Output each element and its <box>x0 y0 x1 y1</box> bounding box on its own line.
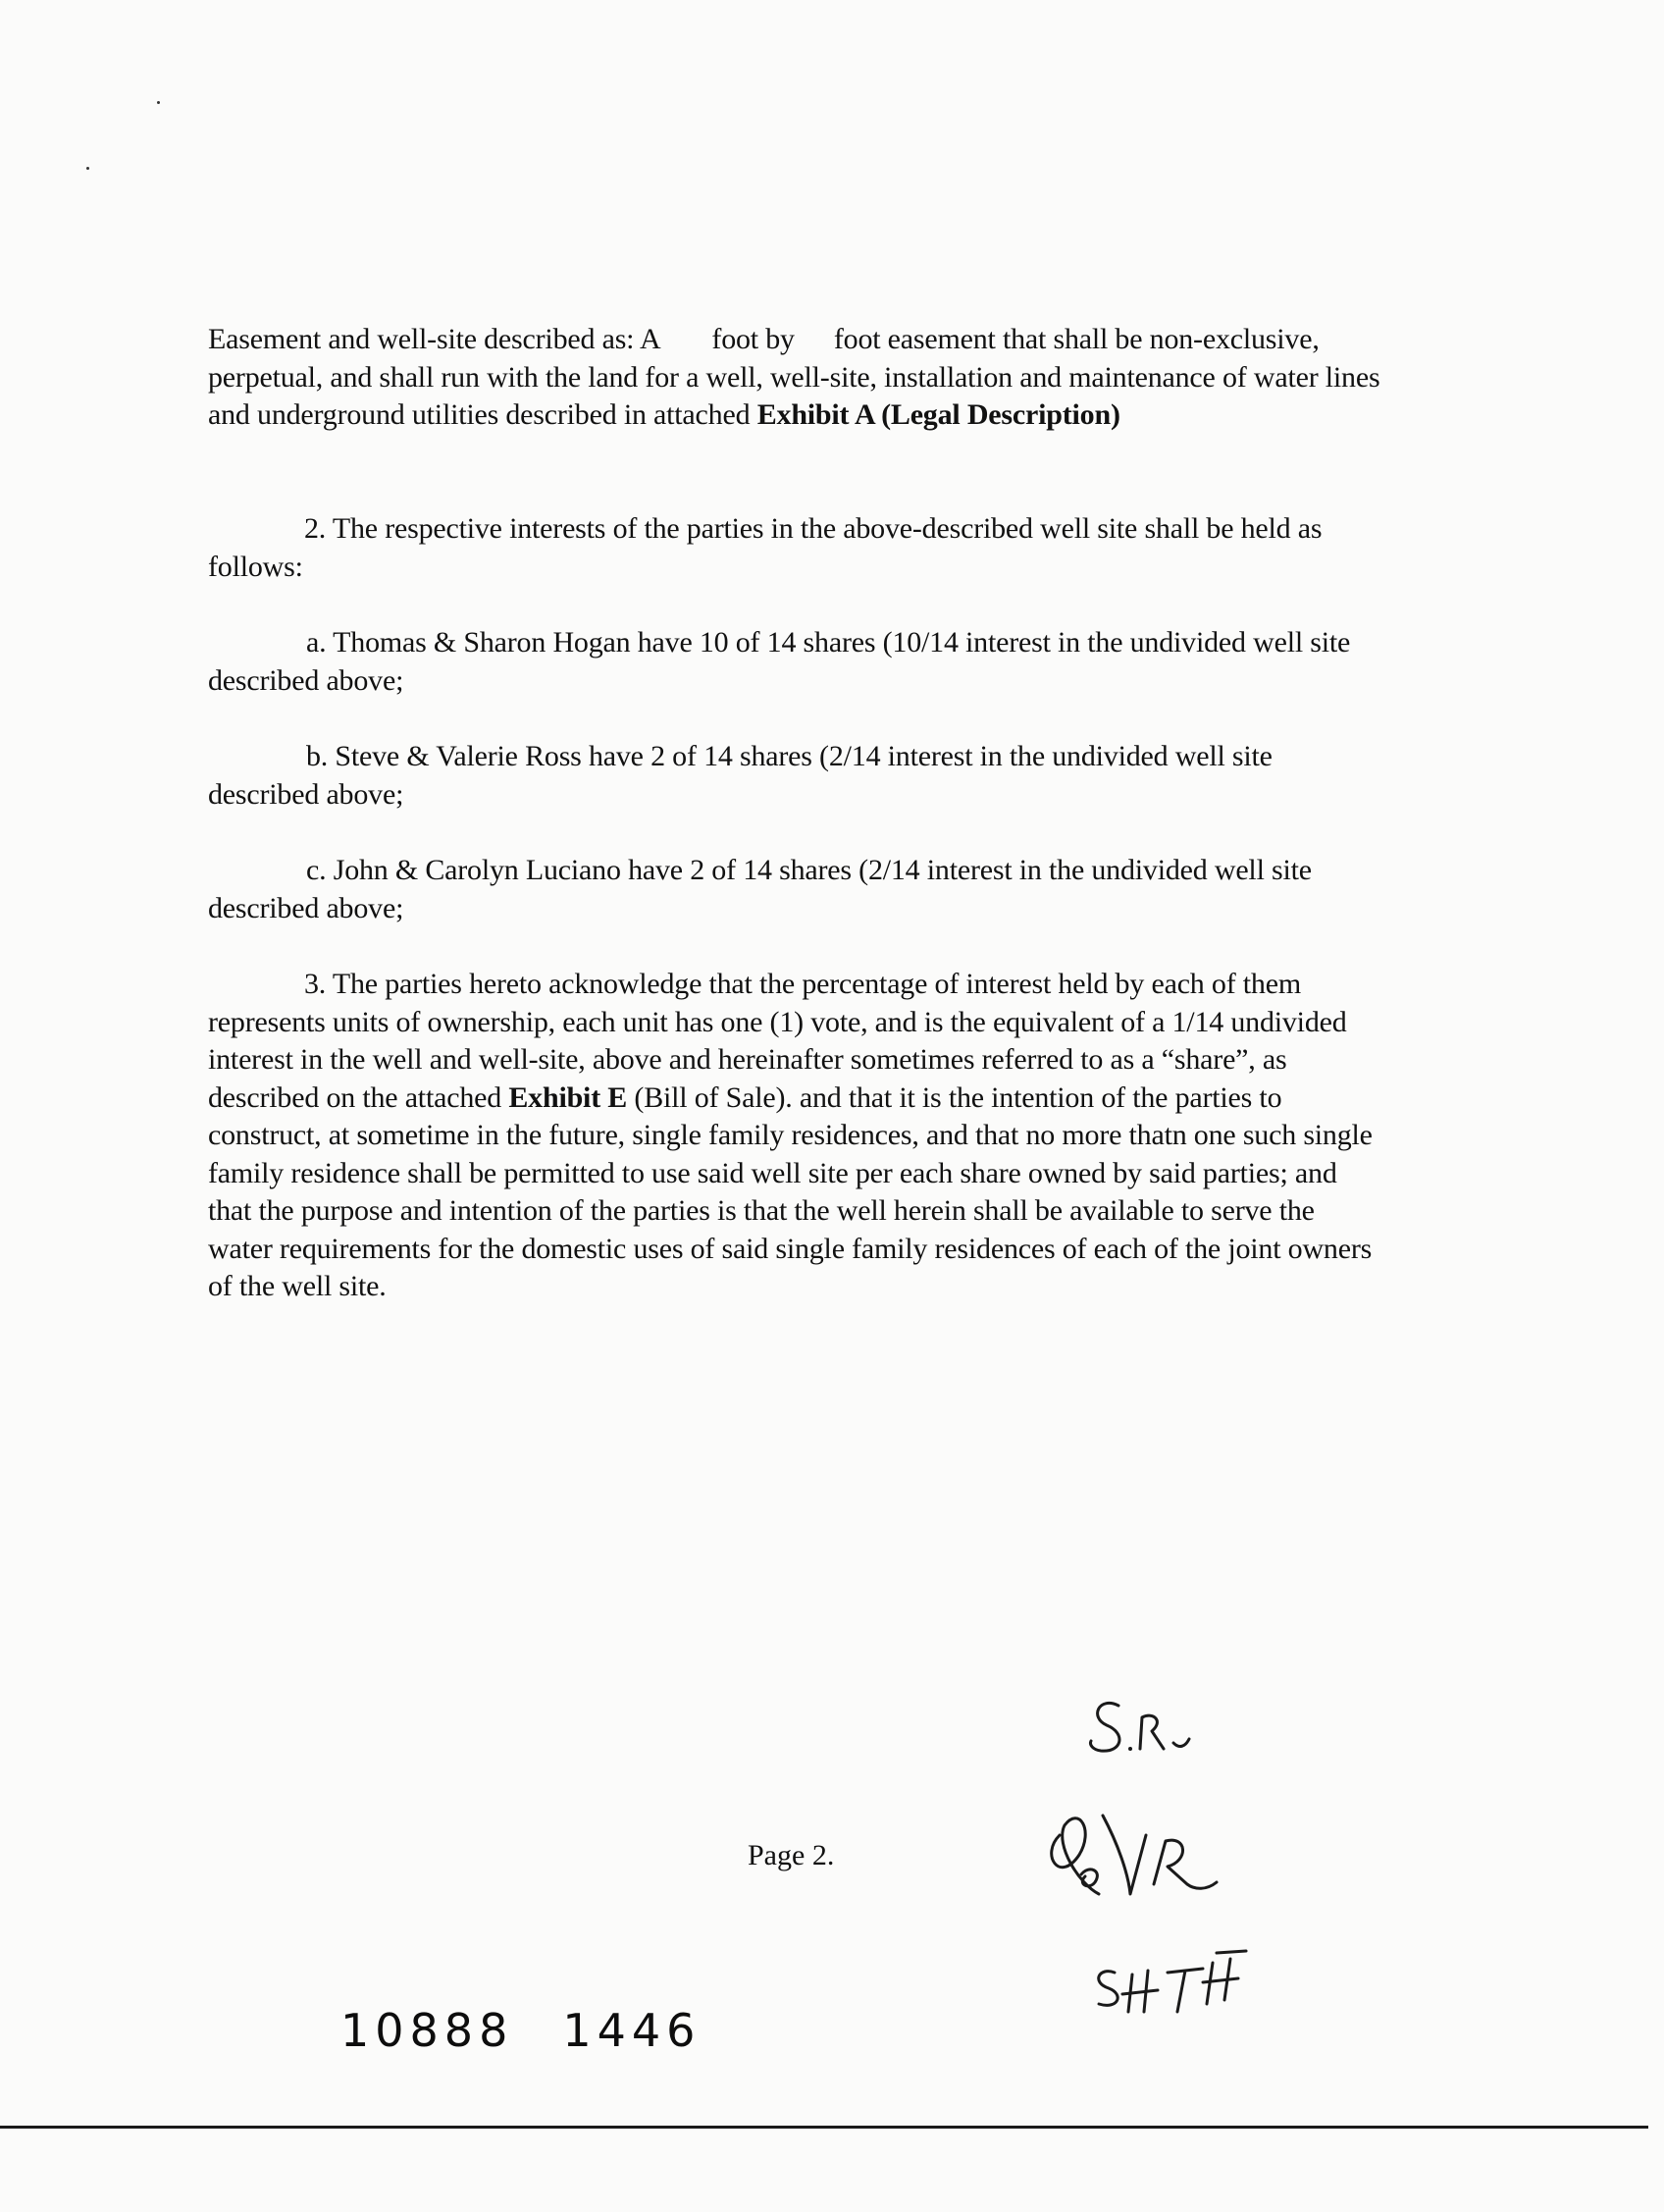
recording-page: 1446 <box>562 2004 702 2057</box>
interest-item-c-text: c. John & Carolyn Luciano have 2 of 14 shares (2/14 interest in the undivided well site described above; <box>208 854 1312 924</box>
initial-vr-v-stroke <box>1103 1816 1146 1894</box>
easement-text-1: Easement and well-site described as: A <box>208 323 661 355</box>
interest-item-b <box>208 738 1385 814</box>
initial-sr-tail <box>1173 1739 1189 1746</box>
recording-book: 10888 <box>340 2004 514 2057</box>
acknowledgement-text-2: (Bill of Sale). and that it is the intention of the parties to construct, at sometime in the future, single family residences, and that no more thatn one such single family residence shall be permitted to use said well site per each share owned by said parties; and that the purpose and intention of the parties is that the well herein shall be available to serve the water requirements for the domestic uses of said single family residences of each of the joint owners of the well site. <box>208 1080 1373 1302</box>
initial-shth-t-stroke <box>1168 1969 1203 2012</box>
exhibit-a-reference: Exhibit A (Legal Description) <box>756 398 1120 431</box>
interest-item-a <box>208 624 1385 700</box>
page-number: Page 2. <box>748 1839 835 1871</box>
exhibit-e-reference: Exhibit E <box>508 1080 628 1114</box>
scan-speck <box>86 167 89 170</box>
initial-vr-loop <box>1052 1818 1099 1894</box>
acknowledgement-text-1: 3. The parties hereto acknowledge that the percentage of interest held by each of them represents units of ownership, each unit has one (1) vote, and is the equivalent of a 1/14 undivided interest in the well and well-site, above and hereinafter sometimes referred to as a “share”, as described on the attached <box>208 968 1347 1114</box>
initial-sr-s-stroke <box>1090 1703 1118 1751</box>
scan-speck <box>157 101 160 104</box>
interests-paragraph <box>208 510 1385 586</box>
interest-item-a-text: a. Thomas & Sharon Hogan have 10 of 14 shares (10/14 interest in the undivided well site described above; <box>208 626 1351 697</box>
initial-shth-h2-stroke <box>1203 1951 1246 2004</box>
initial-vr-r-stroke <box>1154 1840 1217 1888</box>
easement-text-3: foot easement that shall be non-exclusive, perpetual, and shall run with the land for a well, well-site, installation and maintenance of water lines and underground utilities described in attached <box>208 323 1380 431</box>
initial-shth-h-stroke <box>1122 1971 1158 2012</box>
easement-text-2: foot by <box>711 323 795 355</box>
easement-paragraph <box>208 321 1385 435</box>
bottom-rule <box>0 2126 1648 2129</box>
interest-item-c <box>208 852 1385 927</box>
interest-item-b-text: b. Steve & Valerie Ross have 2 of 14 shares (2/14 interest in the undivided well site described above; <box>208 740 1273 811</box>
acknowledgement-paragraph <box>208 966 1385 1306</box>
initial-shth-s-stroke <box>1099 1972 1118 2006</box>
handwritten-initials <box>1020 1688 1344 2041</box>
interests-text: 2. The respective interests of the parties in the above-described well site shall be held as follows: <box>208 512 1323 583</box>
initial-sr-r-stroke <box>1140 1715 1164 1749</box>
recording-number <box>340 2004 701 2057</box>
